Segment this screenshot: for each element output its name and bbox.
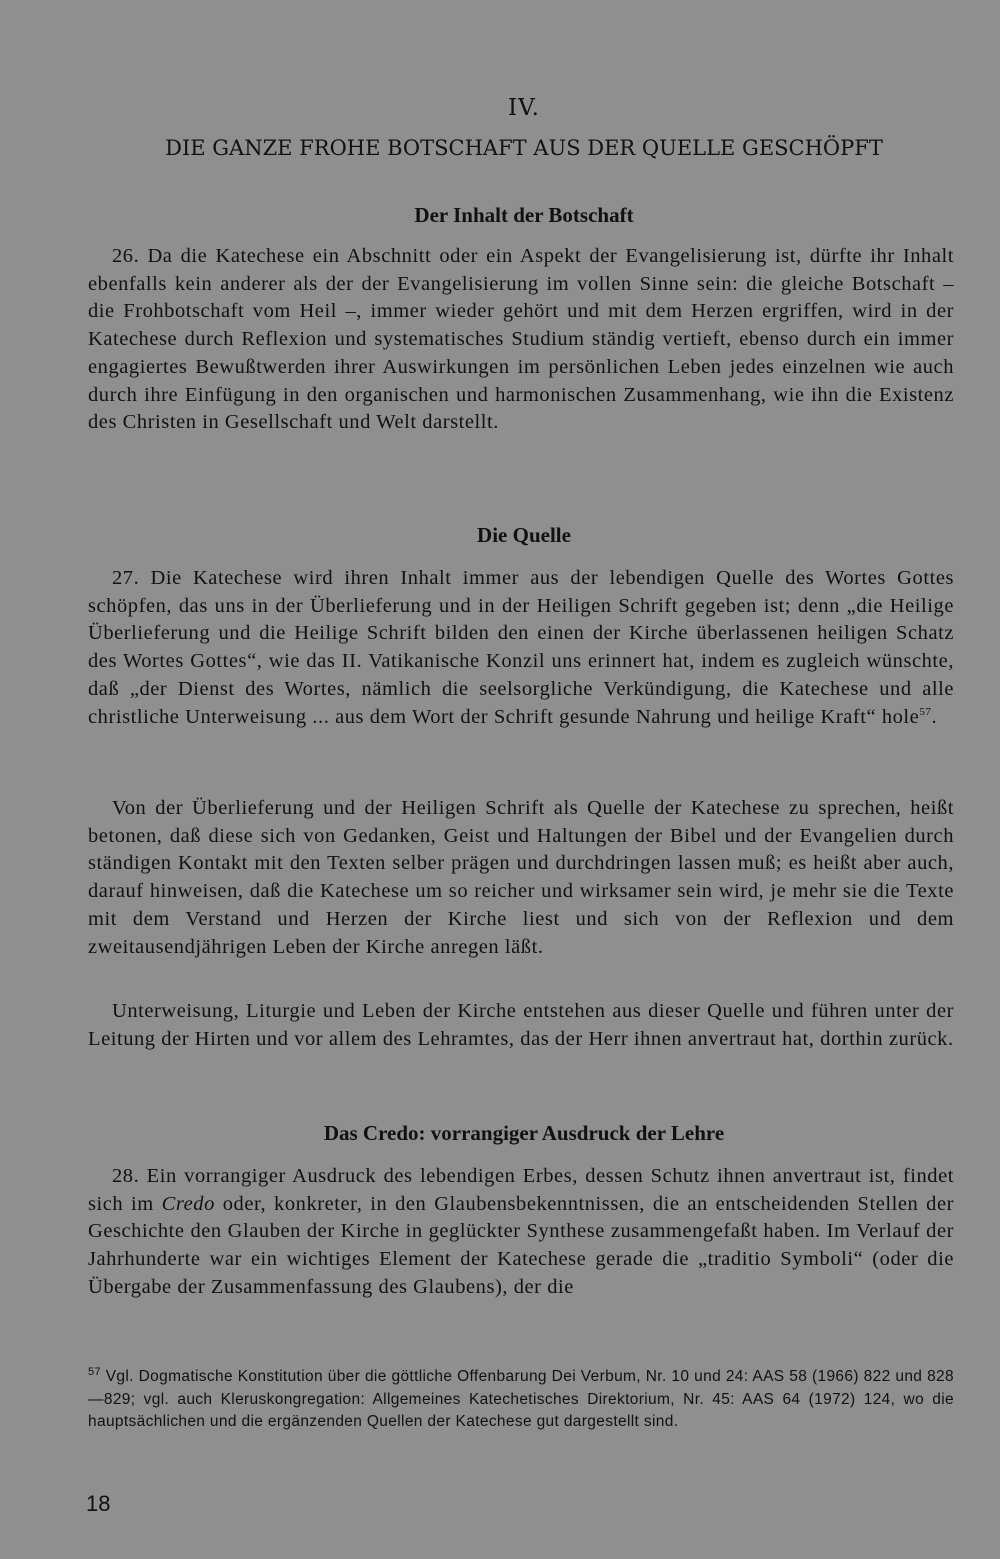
- paragraph-28-text-a: 28. Ein vorrangiger Ausdruck des lebendigen Erbes, dessen Schutz ihnen anvertraut ist, findet sich im: [88, 1165, 954, 1215]
- paragraph-27-text: 27. Die Katechese wird ihren Inhalt immer aus der lebendigen Quelle des Wortes Gottes schöpfen, das uns in der Überlieferung und in der Heiligen Schrift gegeben ist; denn „die Heilige Überlieferung und die Heilige Schrift bilden den einen der Kirche überlassenen heiligen Schatz des Wortes Gottes“, wie das II. Vatikanische Konzil uns erinnert hat, indem es zugleich wünschte, daß „der Dienst des Wortes, nämlich die seelsorgliche Verkündigung, die Katechese und alle christliche Unterweisung ... aus dem Wort der Schrift gesunde Nahrung und heilige Kraft“ hole: [88, 567, 954, 728]
- paragraph-27-b: Von der Überlieferung und der Heiligen Schrift als Quelle der Katechese zu sprechen, heißt betonen, daß diese sich von Gedanken, Geist und Haltungen der Bibel und der Evangelien durch ständigen Kontakt mit den Texten selber prägen und durchdringen lassen muß; es heißt aber auch, darauf hinweisen, daß die Katechese um so reicher und wirksamer sein wird, je mehr sie die Texte mit dem Verstand und Herzen der Kirche liest und sich von der Reflexion und dem zweitausendjährigen Leben der Kirche anregen läßt.: [88, 797, 954, 958]
- paragraph-28-text-b: oder, konkreter, in den Glaubensbekenntnissen, die an entscheidenden Stellen der Geschichte den Glauben der Kirche in geglückter Synthese zusammengefaßt haben. Im Verlauf der Jahrhunderte war ein wichtiges Element der Katechese gerade die „traditio Symboli“ (oder die Übergabe der Zusammenfassung des Glaubens), der die: [88, 1192, 954, 1298]
- chapter-number: IV.: [508, 95, 540, 121]
- footnote-57: [88, 1366, 954, 1434]
- paragraph-26: 26. Da die Katechese ein Abschnitt oder ein Aspekt der Evangelisierung ist, dürfte ihr Inhalt ebenfalls kein anderer als der der Evangelisierung im vollen Sinne sein: die gleiche Botschaft – die Frohbotschaft vom Heil –, immer wieder gehört und mit dem Herzen ergriffen, wird in der Katechese durch Reflexion und systematisches Studium ständig vertieft, ebenso durch ein immer engagiertes Bewußtwerden ihrer Auswirkungen im persönlichen Leben jedes einzelnen wie auch durch ihre Einfügung in den organischen und harmonischen Zusammenhang, wie ihn die Existenz des Christen in Gesellschaft und Welt darstellt.: [88, 245, 954, 434]
- paragraph-28: [88, 1163, 954, 1302]
- section-heading-quelle: Die Quelle: [477, 523, 571, 547]
- section-heading-credo: Das Credo: vorrangiger Ausdruck der Lehre: [323, 1121, 725, 1145]
- paragraph-28-credo: Credo: [161, 1192, 215, 1215]
- footnote-number: 57: [88, 1365, 101, 1378]
- section-heading-inhalt: Der Inhalt der Botschaft: [414, 203, 634, 227]
- footnote-text: Vgl. Dogmatische Konstitution über die göttliche Offenbarung Dei Verbum, Nr. 10 und 24: AAS 58 (1966) 822 und 828—829; vgl. auch Kleruskongregation: Allgemeines Katechetisches Direktorium, Nr. 45: AAS 64 (1972) 124, wo die hauptsächlichen und die ergänzenden Quellen der Katechese gut dargestellt sind.: [88, 1368, 954, 1431]
- chapter-title: DIE GANZE FROHE BOTSCHAFT AUS DER QUELLE GESCHÖPFT: [165, 136, 883, 160]
- paragraph-27-end: .: [931, 705, 938, 728]
- footnote-ref-57: 57: [919, 705, 932, 718]
- paragraph-27-c: Unterweisung, Liturgie und Leben der Kirche entstehen aus dieser Quelle und führen unter der Leitung der Hirten und vor allem des Lehramtes, das der Herr ihnen anvertraut hat, dorthin zurück.: [88, 1000, 954, 1050]
- paragraph-27: [88, 565, 954, 731]
- page-number: 18: [86, 1491, 111, 1516]
